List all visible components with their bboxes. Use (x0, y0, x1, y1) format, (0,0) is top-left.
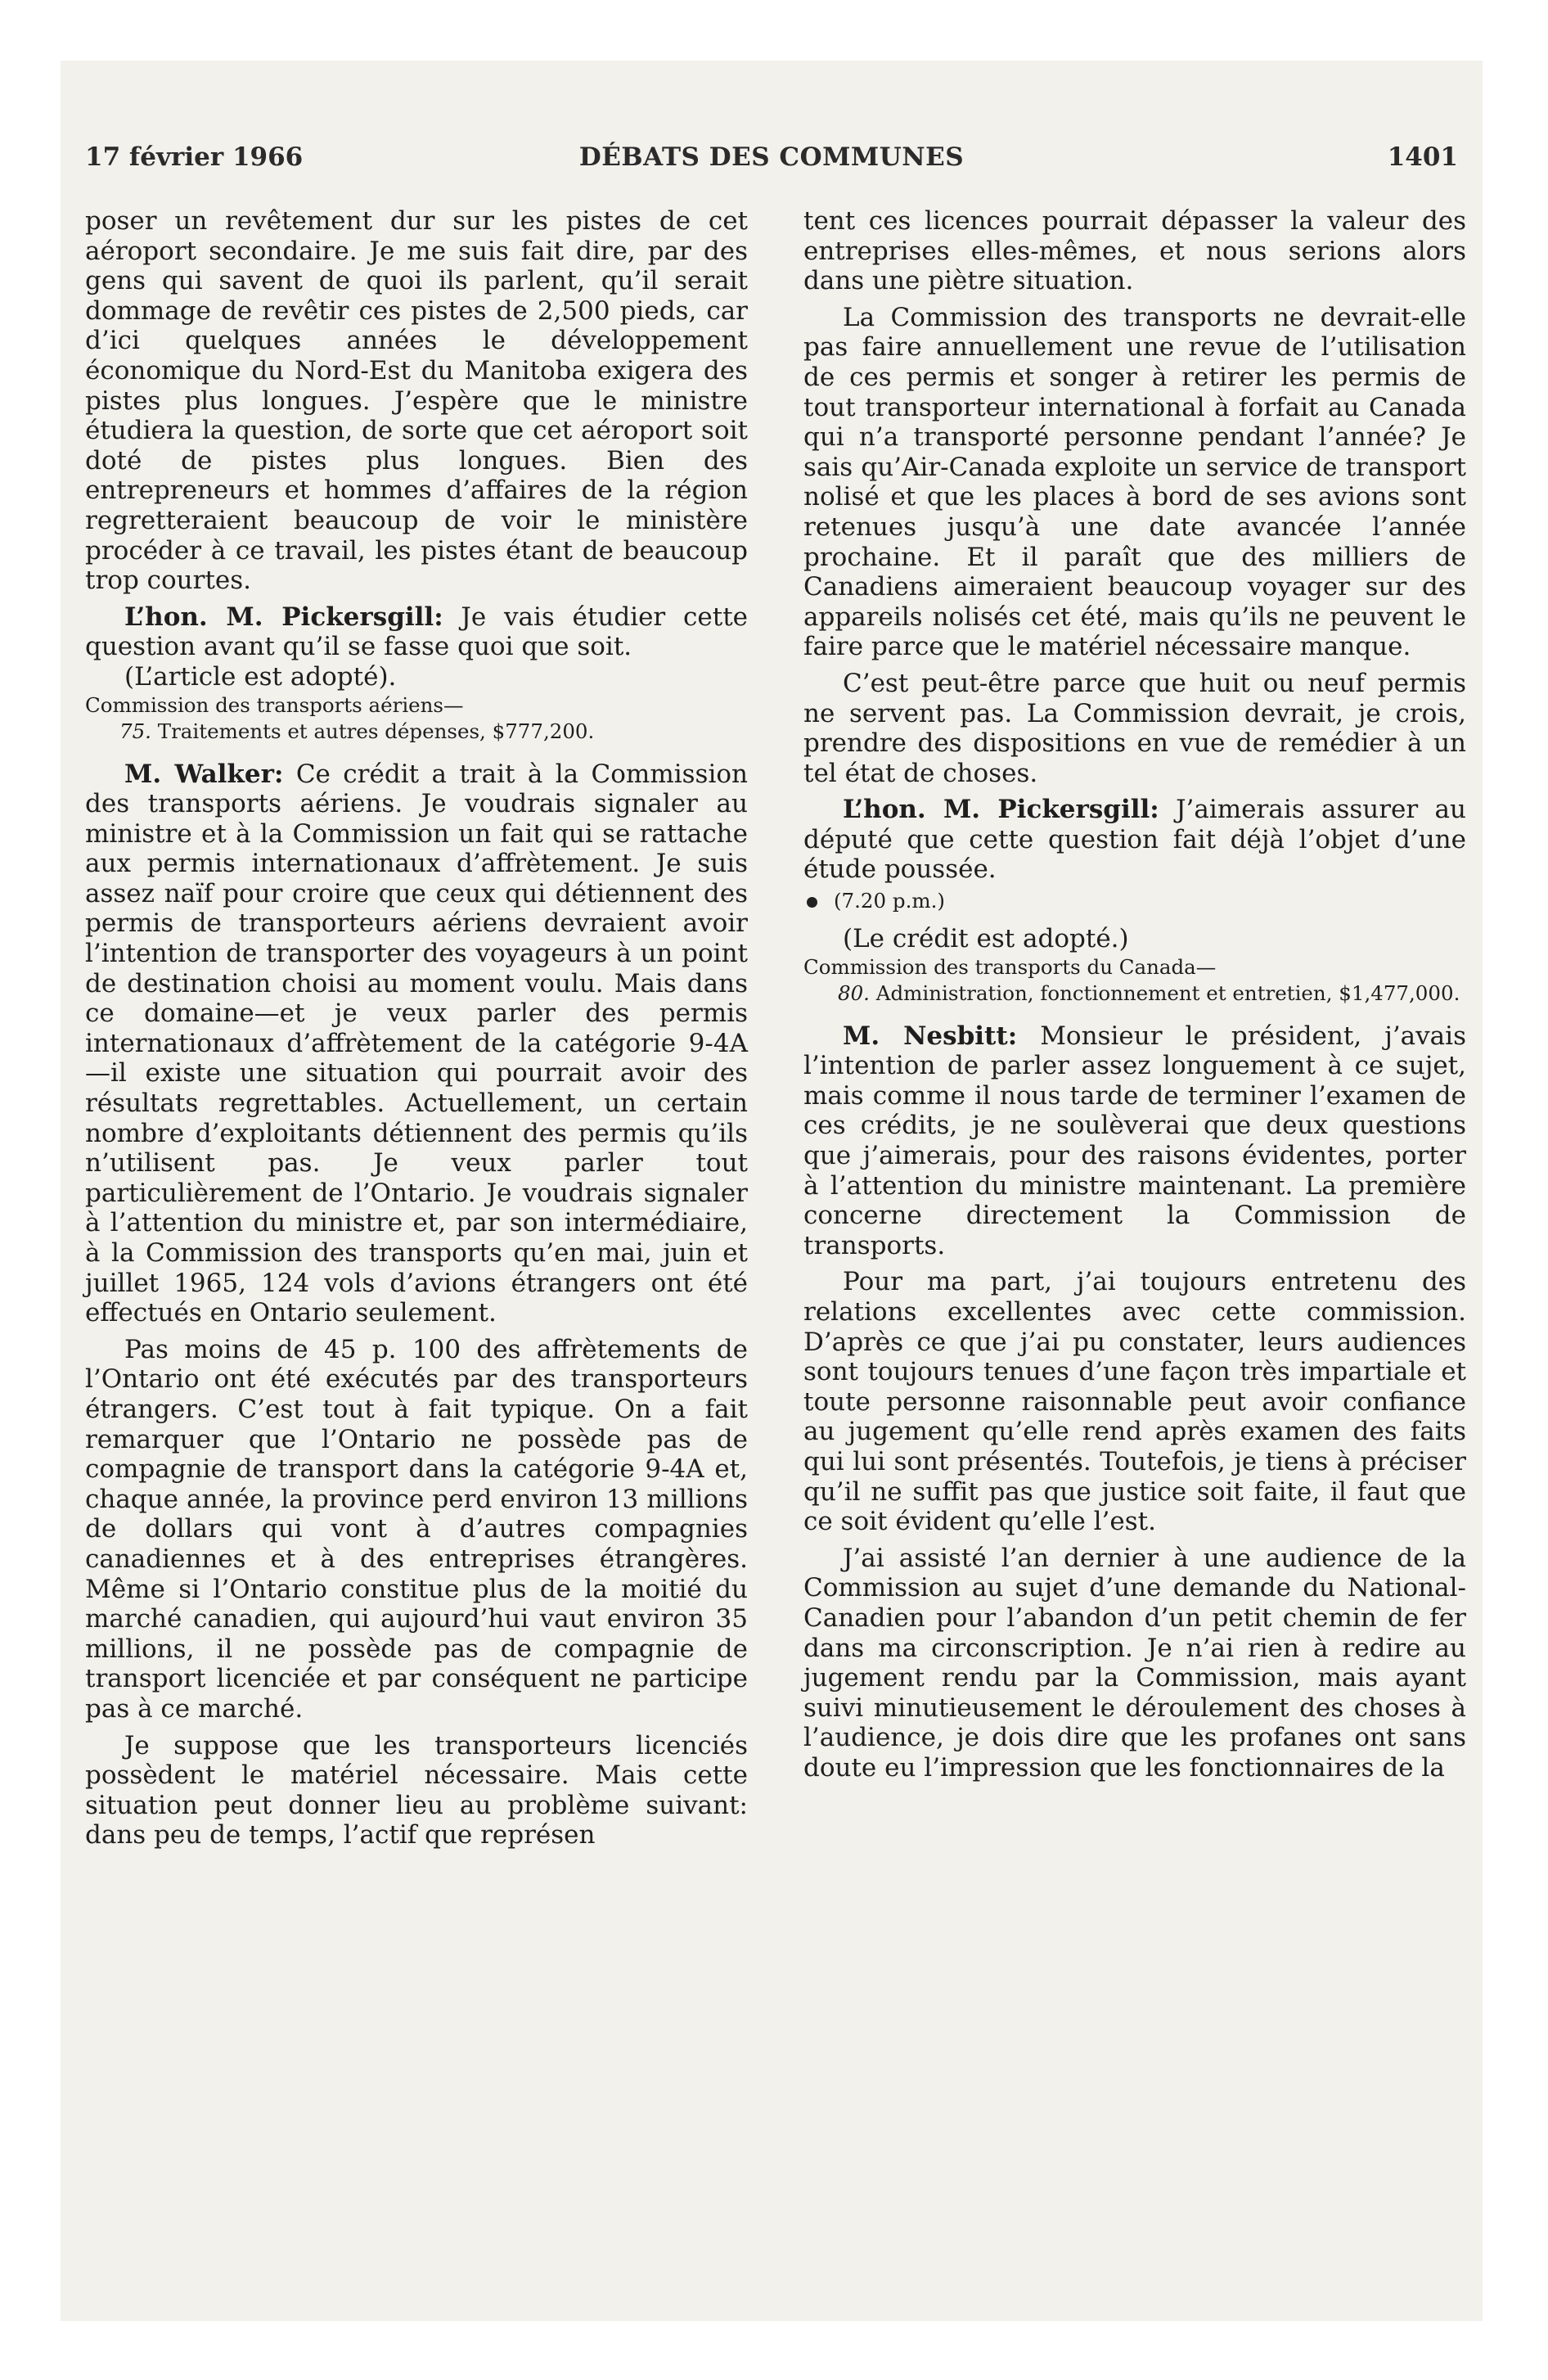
paragraph: C’est peut-être parce que huit ou neuf permis ne servent pas. La Commission devrait, je crois, prendre des dispositions en vue de remédier à un tel état de choses. (803, 668, 1466, 788)
speaker-name: M. Nesbitt: (843, 1021, 1018, 1051)
paragraph: La Commission des transports ne devrait-elle pas faire annuellement une revue de l’utilisation de ces permis et songer à retirer les permis de tout transporteur international à forfait au Canada qui n’a transporté personne pendant l’année? Je sais qu’Air-Canada exploite un service de transport nolisé et que les places à bord de ses avions sont retenues jusqu’à une date avancée l’année prochaine. Et il paraît que des milliers de Canadiens aimeraient beaucoup voyager sur des appareils nolisés cet été, mais qu’ils ne peuvent le faire parce que le matériel nécessaire manque. (803, 302, 1466, 662)
vote-item (803, 980, 1466, 1007)
paragraph: Pour ma part, j’ai toujours entretenu des relations excellentes avec cette commission. D’après ce que j’ai pu constater, leurs audiences sont toujours tenues d’une façon très impartiale et toute personne raisonnable peut avoir confiance au jugement qu’elle rend après examen des faits qui lui sont présentés. Toutefois, je tiens à préciser qu’il ne suffit pas que justice soit faite, il faut que ce soit évident qu’elle l’est. (803, 1267, 1466, 1537)
speech-text: J’aimerais assurer au député que cette question fait déjà l’objet d’une étude poussée. (803, 795, 1467, 885)
paragraph (803, 1021, 1466, 1261)
paragraph: Pas moins de 45 p. 100 des affrètements de l’Ontario ont été exécutés par des transporteurs étrangers. C’est tout à fait typique. On a fait remarquer que l’Ontario ne possède pas de compagnie de transport dans la catégorie 9-4A et, chaque année, la province perd environ 13 millions de dollars qui vont à d’autres compagnies canadiennes et à des entreprises étrangères. Même si l’Ontario constitue plus de la moitié du marché canadien, qui aujourd’hui vaut environ 35 millions, il ne possède pas de compagnie de transport licenciée et par conséquent ne participe pas à ce marché. (85, 1334, 748, 1724)
right-column (803, 206, 1466, 1783)
paragraph (803, 795, 1466, 885)
vote-item (85, 719, 748, 745)
scanned-page (61, 61, 1483, 2321)
speaker-name: M. Walker: (124, 759, 284, 789)
speech-text: Je vais étudier cette question avant qu’il se fasse quoi que soit. (85, 602, 748, 662)
speaker-name: L’hon. M. Pickersgill: (843, 795, 1159, 825)
section-heading: Commission des transports du Canada— (803, 954, 1217, 979)
speaker-name: L’hon. M. Pickersgill: (124, 602, 443, 632)
header-page-number: 1401 (1387, 142, 1458, 172)
adoption-note: (L’article est adopté). (124, 661, 397, 692)
paragraph (85, 760, 748, 1328)
time-text: (7.20 p.m.) (834, 889, 945, 913)
adoption-note: (Le crédit est adopté.) (843, 924, 1129, 954)
page-header (85, 142, 1458, 183)
paragraph: Je suppose que les transporteurs licenciés possèdent le matériel nécessaire. Mais cette situation peut donner lieu au problème suivant: dans peu de temps, l’actif que représen (85, 1730, 748, 1850)
header-title: DÉBATS DES COMMUNES (578, 142, 965, 172)
speech-text: Monsieur le président, j’avais l’intention de parler assez longuement à ce sujet, mais comme il nous tarde de terminer l’examen de ces crédits, je ne soulèverai que deux questions que j’aimerais, pour des raisons évidentes, porter à l’attention du ministre maintenant. La première concerne directement la Commission de transports. (803, 1021, 1466, 1260)
bullet-icon (807, 897, 817, 908)
speech-text: Ce crédit a trait à la Commission des transports aériens. Je voudrais signaler au ministre et à la Commission un fait qui se rattache aux permis internationaux d’affrètement. Je suis assez naïf pour croire que ceux qui détiennent des permis de transporteurs aériens devraient avoir l’intention de transporter des voyageurs à un point de destination choisi au moment voulu. Mais dans ce domaine—et je veux parler des permis internationaux d’affrètement de la catégorie 9-4A—il existe une situation qui pourrait avoir des résultats regrettables. Actuellement, un certain nombre d’exploitants détiennent des permis qu’ils n’utilisent pas. Je veux parler tout particulièrement de l’Ontario. Je voudrais signaler à l’attention du ministre et, par son intermédiaire, à la Commission des transports qu’en mai, juin et juillet 1965, 124 vols d’avions étrangers ont été effectués en Ontario seulement. (85, 759, 748, 1328)
vote-text: Traitements et autres dépenses, $777,200. (151, 719, 595, 743)
time-marker (803, 885, 1466, 917)
left-column (85, 206, 748, 1850)
paragraph: poser un revêtement dur sur les pistes de cet aéroport secondaire. Je me suis fait dire, par des gens qui savent de quoi ils parlent, qu’il serait dommage de revêtir ces pistes de 2,500 pieds, car d’ici quelques années le développement économique du Nord-Est du Manitoba exigera des pistes plus longues. J’espère que le ministre étudiera la question, de sorte que cet aéroport soit doté de pistes plus longues. Bien des entrepreneurs et hommes d’affaires de la région regretteraient beaucoup de voir le ministère procéder à ce travail, les pistes étant de beaucoup trop courtes. (85, 206, 748, 596)
paragraph: tent ces licences pourrait dépasser la valeur des entreprises elles-mêmes, et nous serions alors dans une piètre situation. (803, 206, 1466, 296)
header-date: 17 février 1966 (85, 142, 304, 172)
vote-number: 75. (119, 719, 151, 743)
vote-text: Administration, fonctionnement et entretien, $1,477,000. (869, 980, 1460, 1005)
vote-number: 80. (838, 980, 870, 1005)
section-heading: Commission des transports aériens— (85, 692, 464, 717)
paragraph: J’ai assisté l’an dernier à une audience de la Commission au sujet d’une demande du National-Canadien pour l’abandon d’un petit chemin de fer dans ma circonscription. Je n’ai rien à redire au jugement rendu par la Commission, mais ayant suivi minutieusement le déroulement des choses à l’audience, je dois dire que les profanes ont sans doute eu l’impression que les fonctionnaires de la (803, 1543, 1466, 1783)
paragraph (85, 602, 748, 662)
